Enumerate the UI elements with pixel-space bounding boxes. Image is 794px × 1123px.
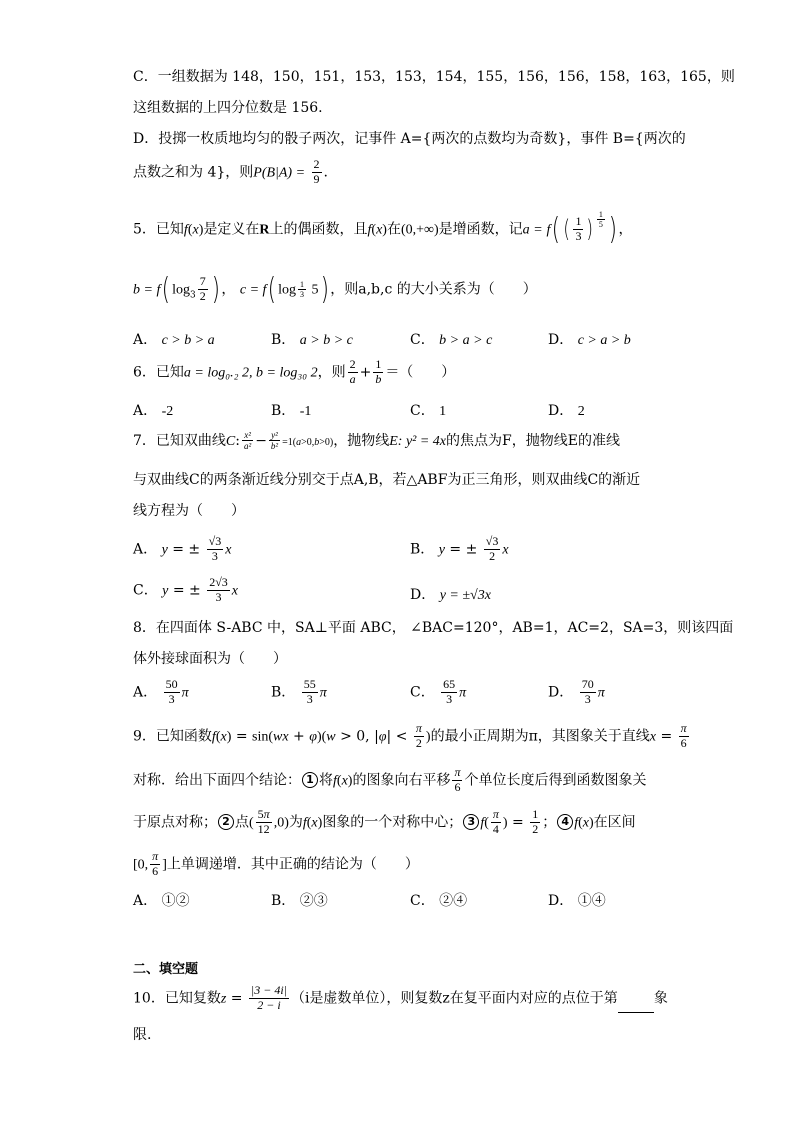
q4-probability-formula: P(B|A) = xyxy=(253,165,306,181)
q8-line2: 体外接球面积为（ ） xyxy=(133,651,287,667)
q5-line1: 5．已知f(x)是定义在R上的偶函数，且f(x)在(0,+∞)是增函数，记a = f( ( $\frac{1}{3}$ ) $\frac{1}{5}$ ) ， xyxy=(133,210,633,247)
q9-option-d[interactable]: D． ①④ xyxy=(548,893,606,909)
q7-option-d[interactable]: D． y = ±√3x xyxy=(410,587,491,603)
section-fill-in-blank-title: 二、填空题 xyxy=(133,962,199,977)
q7-intro: 7．已知双曲线 xyxy=(133,432,226,449)
q5-text-on: 在 xyxy=(386,221,401,238)
q5-line2: b = f( $\log_3$ $\frac{7}{2}$ ) ， c = f( log $\frac{1}{3}$ 5) ，则a,b,c 的大小关系为（ ） xyxy=(133,272,537,307)
q6-formula: a = log₀.₂ 2, b = log₃₀ 2 xyxy=(183,365,318,381)
q4-option-c-line1: C．一组数据为 148，150，151，153，153，154，155，156，156，158，163，165，则 xyxy=(133,69,735,85)
q10-answer-blank[interactable] xyxy=(618,998,654,1013)
q5-intro: 5．已知 xyxy=(133,221,184,238)
q6-then: ，则 xyxy=(317,364,346,381)
q6-option-d[interactable]: D． 2 xyxy=(548,403,585,419)
q6-option-a[interactable]: A． -2 xyxy=(133,403,174,419)
q5-option-b[interactable]: B． a > b > c xyxy=(271,332,353,348)
q8-option-b[interactable]: B． $\frac{55}{3}$ π xyxy=(271,677,327,706)
q4-option-d-prefix: 点数之和为 4}，则 xyxy=(133,164,254,181)
q7-line3: 线方程为（ ） xyxy=(133,503,245,519)
q9-line3: 于原点对称； 2 点( $\frac{5\pi}{12}$ ,0)为f(x)图象的一个对称中心； 3 f( $\frac{\pi}{4}$ ) = $\frac{1}{2}$ ； 4 f(x)在区间 xyxy=(133,807,636,836)
q7-focus-text: 的焦点为F，抛物线E的准线 xyxy=(446,432,620,449)
q8-option-d[interactable]: D． $\frac{70}{3}$ π xyxy=(548,677,605,706)
q5-option-a[interactable]: A． c > b > a xyxy=(133,332,215,348)
q10-intro: 10．已知复数 xyxy=(133,990,221,1007)
q5-text-even: 上的偶函数，且 xyxy=(269,221,368,238)
q10-numerator: |3 − 4i| xyxy=(250,983,287,997)
q7-option-a[interactable]: A． y = ± $\frac{√3}{3}$ x xyxy=(133,534,232,563)
q5-text-increasing: 是增函数，记 xyxy=(438,221,523,238)
q9-option-b[interactable]: B． ②③ xyxy=(271,893,328,909)
q4-fraction xyxy=(312,158,322,187)
q9-line4: [0, $\frac{\pi}{6}$ ]上单调递增．其中正确的结论为（ ） xyxy=(133,849,419,878)
q5-option-c[interactable]: C． b > a > c xyxy=(410,332,493,348)
q7-parabola: E: y² = 4x xyxy=(389,433,447,449)
q10-line2: 限. xyxy=(133,1027,152,1043)
q7-line1: 7．已知双曲线C: $\frac{\text{x²}}{\text{a²}}$ − $\frac{\text{y²}}{\text{b²}}$ =1(a>0,b>0)，抛物线E: y² = 4x的焦点为F，抛物线E的准线 xyxy=(133,430,620,452)
q7-line2: 与双曲线C的两条渐近线分别交于点A,B，若△ABF为正三角形，则双曲线C的渐近 xyxy=(133,472,641,488)
q5-real-set: R xyxy=(259,222,270,238)
q4-option-d-line1: D．投掷一枚质地均匀的骰子两次，记事件 A={两次的点数均为奇数}，事件 B={两次的 xyxy=(133,131,686,147)
q5-option-d[interactable]: D． c > a > b xyxy=(548,332,631,348)
q6-option-b[interactable]: B． -1 xyxy=(271,403,312,419)
q9-option-a[interactable]: A． ①② xyxy=(133,893,190,909)
q8-option-c[interactable]: C． $\frac{65}{3}$ π xyxy=(410,677,467,706)
q10-line1: 10．已知复数z = $\frac{|3 - 4i|}{2 - i}$ （i是虚数单位），则复数z在复平面内对应的点位于第 象 xyxy=(133,983,668,1012)
q6-tail: ＝（ ） xyxy=(385,364,456,381)
q5-b-label: b = f xyxy=(133,282,161,298)
q9-period-text: 的最小正周期为π，其图象关于直线 xyxy=(430,728,650,745)
q10-question: （i是虚数单位），则复数z在复平面内对应的点位于第 xyxy=(290,990,618,1007)
q6-line: 6．已知a = log₀.₂ 2, b = log₃₀ 2，则 $\frac{2}{a}$ + $\frac{1}{b}$ ＝（ ） xyxy=(133,357,456,386)
q9-line2: 对称．给出下面四个结论： 1 将f(x)的图象向右平移 $\frac{\pi}{6}$ 个单位长度后得到函数图象关 xyxy=(133,765,647,794)
q5-text-domain: 是定义在 xyxy=(203,221,260,238)
q7-option-b[interactable]: B． y = ± $\frac{√3}{2}$ x xyxy=(410,534,509,563)
q5-question: ，则a,b,c 的大小关系为（ ） xyxy=(330,281,537,298)
q8-line1: 8．在四面体 S-ABC 中，SA⊥平面 ABC， ∠BAC=120°，AB=1，AC=2，SA=3，则该四面 xyxy=(133,620,734,636)
q4-fraction-den: 9 xyxy=(313,171,320,186)
q5-interval: (0,+∞) xyxy=(400,222,439,238)
q6-option-c[interactable]: C． 1 xyxy=(410,403,447,419)
q6-intro: 6．已知 xyxy=(133,364,184,381)
q4-option-c-line2: 这组数据的上四分位数是 156. xyxy=(133,100,323,116)
q10-denominator: 2 − i xyxy=(257,997,281,1012)
q9-conclusions-intro: 对称．给出下面四个结论： xyxy=(133,772,301,789)
q9-line1: 9．已知函数f(x) = sin(wx + φ)(w > 0, |φ| < $\frac{\pi}{2}$ )的最小正周期为π，其图象关于直线x = $\frac{\pi}{6}$ xyxy=(133,721,687,750)
q7-text-parabola: ，抛物线 xyxy=(333,432,390,449)
q5-c-label: c = f xyxy=(239,282,267,298)
q4-option-d-line2: 点数之和为 4}，则P(B|A) = $\frac{2}{9}$ . xyxy=(133,157,328,186)
q9-intro: 9．已知函数 xyxy=(133,728,212,745)
q4-fraction-num: 2 xyxy=(313,157,320,171)
q8-option-a[interactable]: A． $\frac{50}{3}$ π xyxy=(133,677,189,706)
q7-option-c[interactable]: C． y = ± $\frac{2√3}{3}$ x xyxy=(133,575,239,604)
q9-option-c[interactable]: C． ②④ xyxy=(410,893,468,909)
